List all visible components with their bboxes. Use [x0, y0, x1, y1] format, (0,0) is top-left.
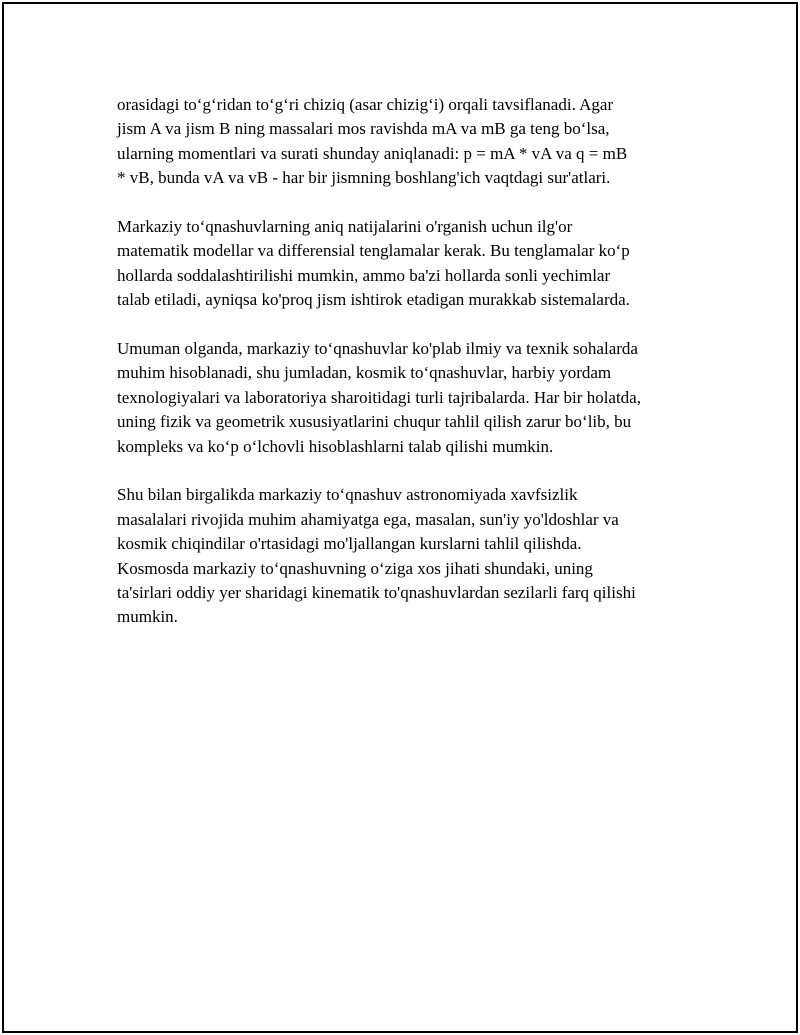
text-line: uning fizik va geometrik xususiyatlarini chuqur tahlil qilish zarur bo‘lib, bu	[117, 412, 632, 432]
document-body	[117, 93, 697, 654]
text-line: Shu bilan birgalikda markaziy to‘qnashuv astronomiyada xavfsizlik	[117, 485, 578, 505]
text-line: orasidagi to‘g‘ridan to‘g‘ri chiziq (asar chizig‘i) orqali tavsiflanadi. Agar	[117, 95, 614, 114]
paragraph	[117, 483, 697, 629]
text-line: matematik modellar va differensial tenglamalar kerak. Bu tenglamalar ko‘p	[117, 241, 630, 261]
text-line: ta'sirlari oddiy yer sharidagi kinematik to'qnashuvlardan sezilarli farq qilishi	[117, 583, 636, 603]
text-line: masalalari rivojida muhim ahamiyatga ega, masalan, sun'iy yo'ldoshlar va	[117, 509, 619, 529]
text-line: kosmik chiqindilar o'rtasidagi mo'ljallangan kurslarni tahlil qilishda.	[117, 534, 582, 554]
text-line: mumkin.	[117, 607, 178, 627]
text-line: Umuman olganda, markaziy to‘qnashuvlar ko'plab ilmiy va texnik sohalarda	[117, 339, 638, 359]
text-line: talab etiladi, ayniqsa ko'proq jism ishtirok etadigan murakkab sistemalarda.	[117, 290, 630, 310]
paragraph	[117, 93, 697, 191]
text-line: ularning momentlari va surati shunday aniqlanadi: p = mA * vA va q = mB	[117, 143, 628, 163]
text-line: hollarda soddalashtirilishi mumkin, ammo ba'zi hollarda sonli yechimlar	[117, 265, 611, 285]
text-line: * vB, bunda vA va vB - har bir jismning boshlang'ich vaqtdagi sur'atlari.	[117, 168, 611, 188]
text-line: Kosmosda markaziy to‘qnashuvning o‘ziga xos jihati shundaki, uning	[117, 558, 593, 578]
paragraph	[117, 215, 697, 313]
text-line: jism A va jism B ning massalari mos ravishda mA va mB ga teng bo‘lsa,	[117, 119, 610, 139]
paragraph	[117, 337, 697, 459]
text-line: kompleks va ko‘p o‘lchovli hisoblashlarni talab qilishi mumkin.	[117, 436, 554, 456]
text-line: Markaziy to‘qnashuvlarning aniq natijalarini o'rganish uchun ilg'or	[117, 217, 573, 237]
text-line: muhim hisoblanadi, shu jumladan, kosmik to‘qnashuvlar, harbiy yordam	[117, 363, 612, 383]
text-line: texnologiyalari va laboratoriya sharoitidagi turli tajribalarda. Har bir holatda,	[117, 387, 641, 407]
